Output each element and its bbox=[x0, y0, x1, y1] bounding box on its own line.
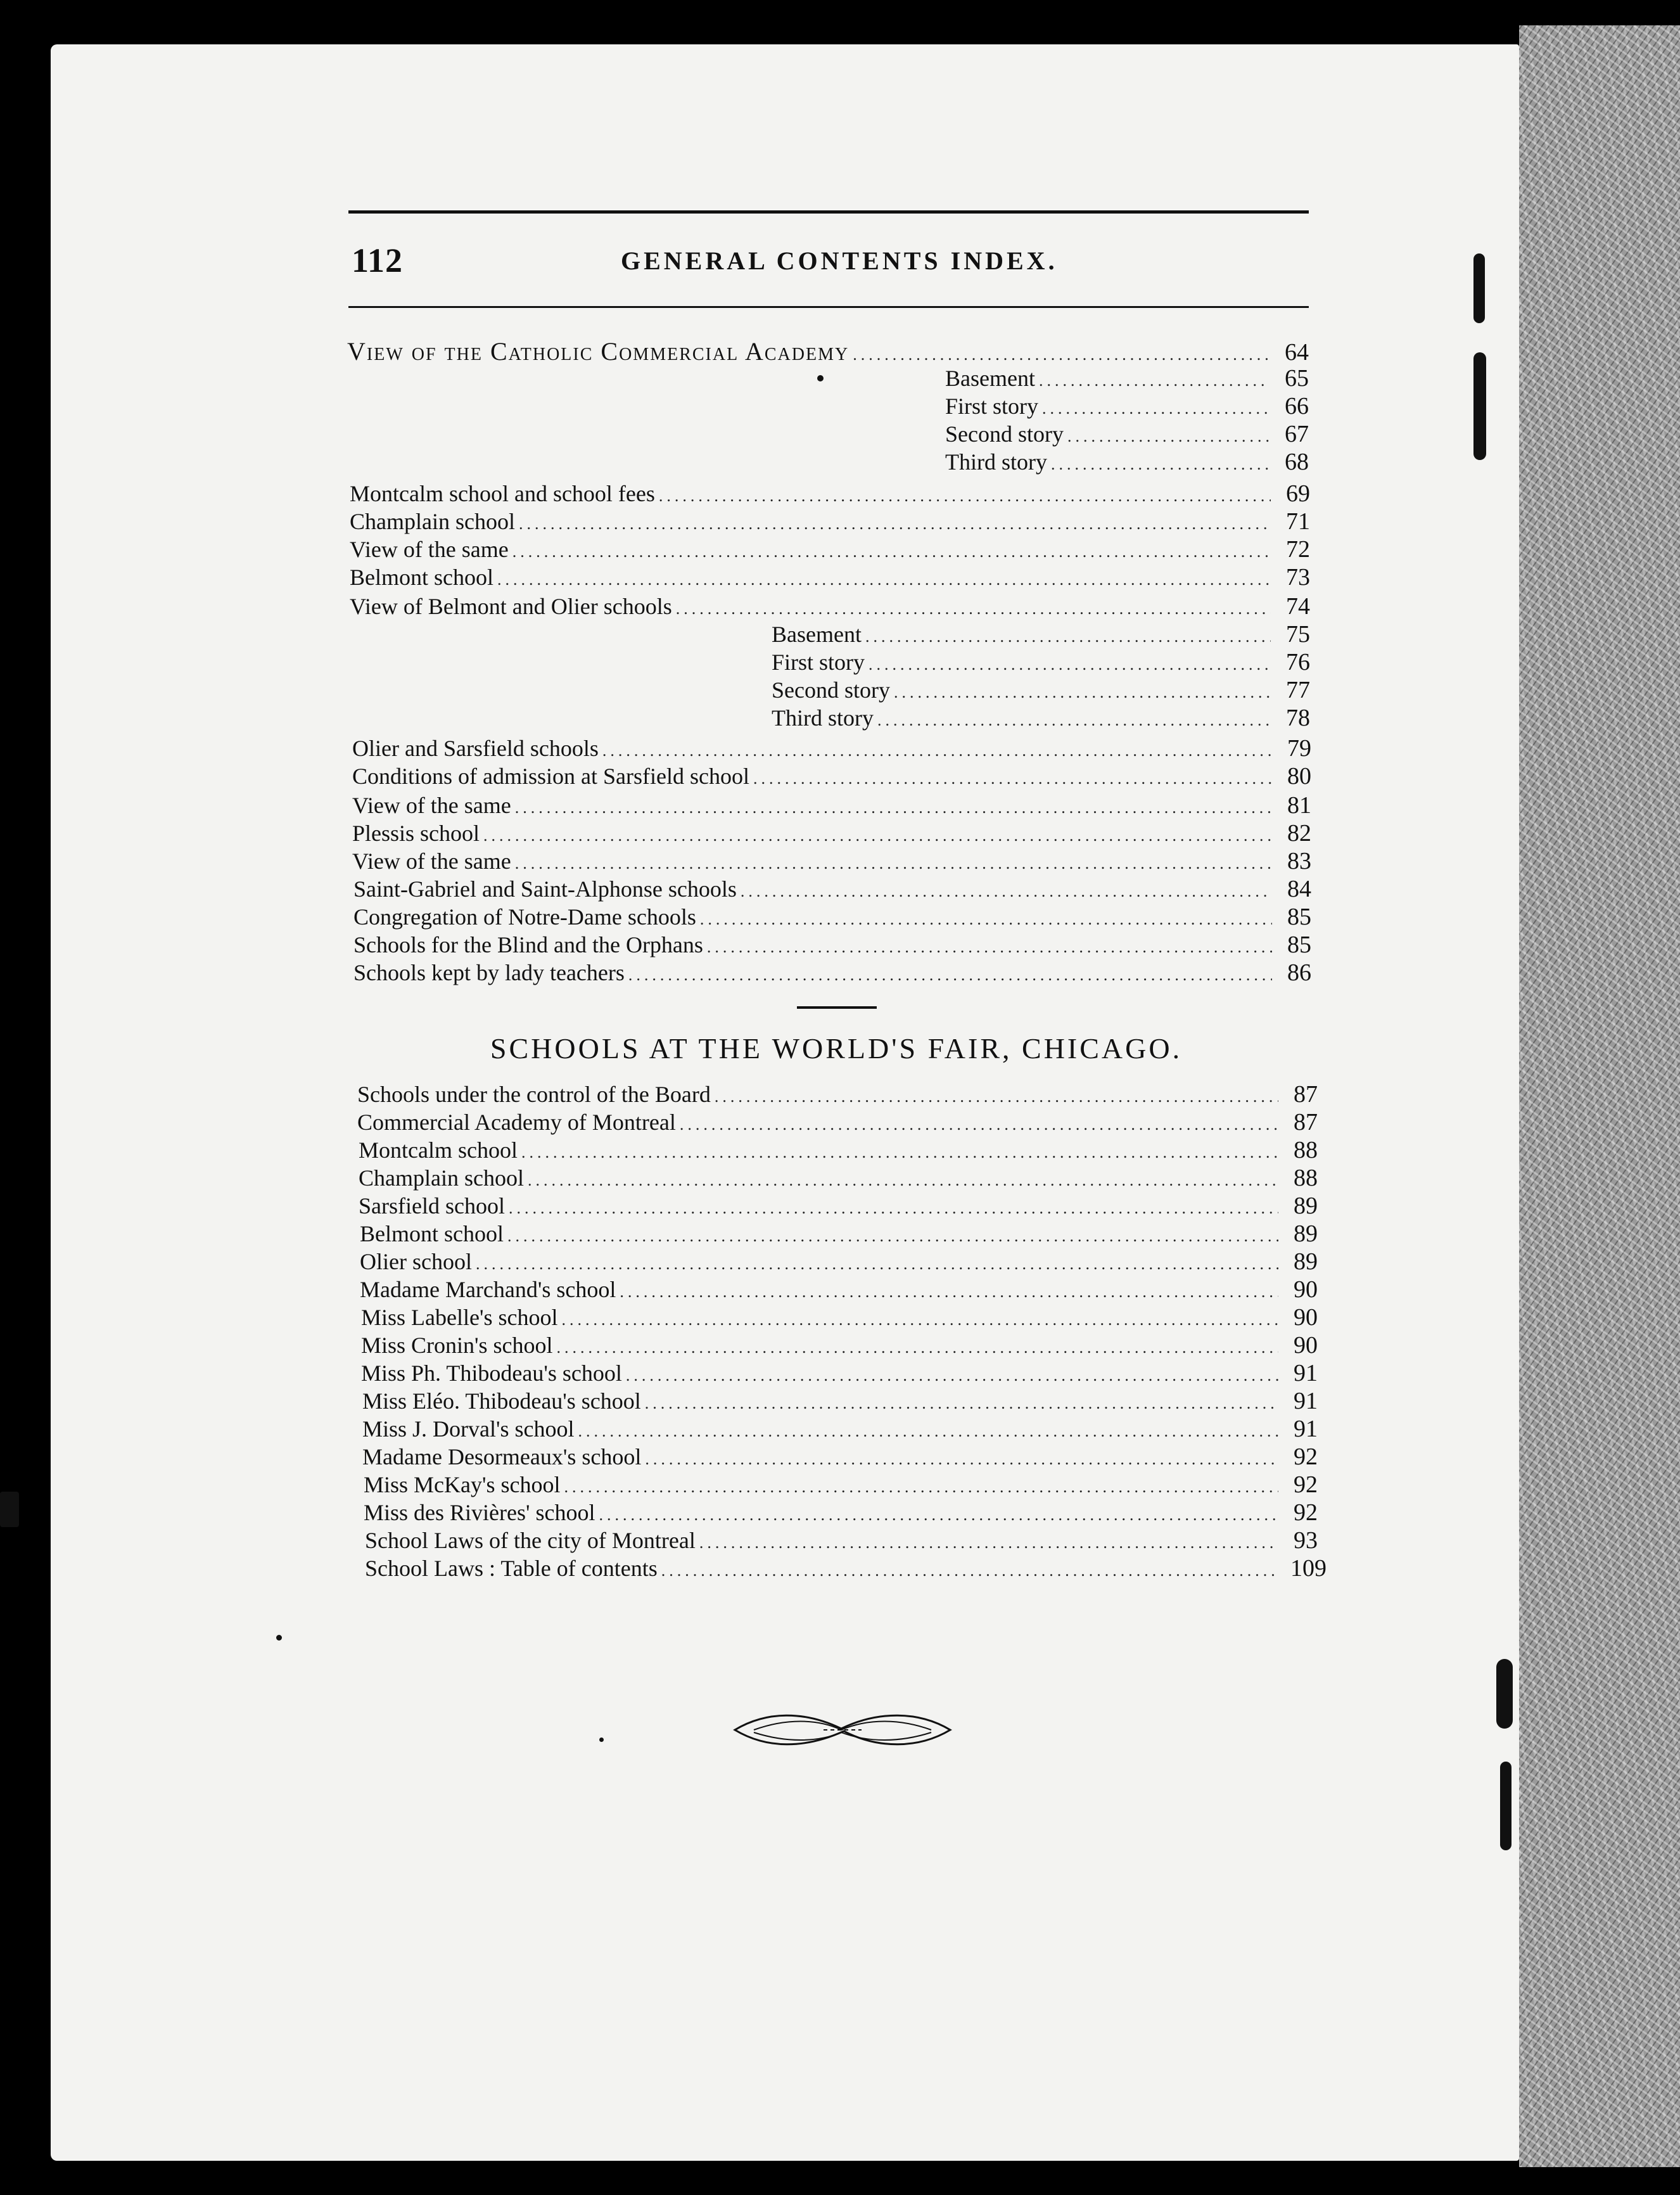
page-number: 112 bbox=[352, 241, 404, 279]
index-subentry bbox=[772, 705, 1310, 731]
entry-page: 66 bbox=[1285, 393, 1309, 419]
entry-page: 82 bbox=[1287, 820, 1311, 847]
leader-dots bbox=[557, 1334, 1278, 1361]
entry-label: Montcalm school bbox=[359, 1137, 518, 1163]
leader-dots bbox=[715, 1084, 1278, 1110]
leader-dots bbox=[661, 1558, 1278, 1584]
entry-label: Miss McKay's school bbox=[364, 1472, 561, 1497]
index-subentry bbox=[945, 393, 1309, 419]
entry-page: 72 bbox=[1286, 536, 1310, 563]
entry-label: Schools under the control of the Board bbox=[357, 1082, 711, 1107]
entry-label: School Laws : Table of contents bbox=[365, 1556, 658, 1581]
entry-page: 109 bbox=[1290, 1555, 1327, 1582]
index-entry bbox=[352, 848, 1311, 874]
index-entry bbox=[353, 931, 1311, 958]
leader-dots bbox=[528, 1167, 1278, 1194]
index-entry bbox=[361, 1304, 1318, 1331]
entry-label: Miss Cronin's school bbox=[361, 1333, 553, 1358]
entry-page: 74 bbox=[1286, 593, 1310, 620]
leader-dots bbox=[628, 962, 1272, 989]
entry-label: View of the same bbox=[352, 848, 511, 874]
entry-page: 88 bbox=[1294, 1165, 1318, 1191]
marbled-cover-board bbox=[1519, 25, 1680, 2167]
leader-dots bbox=[507, 1223, 1278, 1250]
leader-dots bbox=[599, 1502, 1278, 1528]
leader-dots bbox=[1042, 395, 1270, 422]
binding-hole bbox=[1496, 1659, 1513, 1729]
entry-page: 83 bbox=[1287, 848, 1311, 874]
leader-dots bbox=[564, 1474, 1278, 1501]
leader-dots bbox=[521, 1139, 1278, 1166]
entry-label: View of the same bbox=[350, 537, 509, 562]
leader-dots bbox=[1039, 368, 1270, 394]
entry-label: Miss J. Dorval's school bbox=[362, 1416, 575, 1442]
index-subentry bbox=[772, 677, 1310, 703]
entry-label: View of Belmont and Olier schools bbox=[350, 594, 672, 619]
entry-page: 84 bbox=[1287, 876, 1311, 902]
index-entry bbox=[360, 1220, 1318, 1247]
index-entry bbox=[350, 536, 1310, 563]
entry-page: 91 bbox=[1294, 1388, 1318, 1414]
index-entry bbox=[359, 1137, 1318, 1163]
index-entry bbox=[357, 1081, 1318, 1108]
leader-dots bbox=[620, 1279, 1278, 1305]
leader-dots bbox=[753, 765, 1272, 792]
entry-label: Plessis school bbox=[352, 821, 480, 846]
entry-label: Basement bbox=[945, 366, 1035, 391]
leader-dots bbox=[645, 1390, 1278, 1417]
entry-label: First story bbox=[772, 650, 865, 675]
entry-label: Sarsfield school bbox=[359, 1193, 505, 1219]
entry-label: Miss Labelle's school bbox=[361, 1305, 558, 1330]
index-entry bbox=[359, 1193, 1318, 1219]
entry-page: 90 bbox=[1294, 1304, 1318, 1331]
entry-page: 78 bbox=[1286, 705, 1310, 731]
leader-dots bbox=[659, 483, 1271, 509]
ink-speck bbox=[817, 375, 824, 381]
index-entry bbox=[353, 959, 1311, 986]
entry-page: 80 bbox=[1287, 763, 1311, 790]
index-entry bbox=[365, 1527, 1318, 1554]
entry-label: Champlain school bbox=[350, 509, 515, 534]
entry-label: Belmont school bbox=[350, 565, 493, 590]
leader-dots bbox=[626, 1362, 1278, 1389]
entry-page: 87 bbox=[1294, 1081, 1318, 1108]
leader-dots bbox=[602, 738, 1272, 764]
leader-dots bbox=[519, 511, 1271, 537]
index-entry bbox=[361, 1360, 1318, 1386]
entry-label: Miss Ph. Thibodeau's school bbox=[361, 1360, 622, 1386]
section-heading: SCHOOLS AT THE WORLD'S FAIR, CHICAGO. bbox=[490, 1032, 1183, 1065]
index-subentry bbox=[945, 365, 1309, 392]
header-rule-top bbox=[348, 210, 1309, 214]
entry-page: 86 bbox=[1287, 959, 1311, 986]
entry-label: Belmont school bbox=[360, 1221, 504, 1246]
index-subentry bbox=[772, 649, 1310, 675]
ink-speck bbox=[599, 1737, 604, 1742]
leader-dots bbox=[676, 596, 1271, 622]
leader-dots bbox=[741, 878, 1272, 905]
leader-dots bbox=[894, 679, 1271, 706]
entry-page: 89 bbox=[1294, 1248, 1318, 1275]
entry-page: 67 bbox=[1285, 421, 1309, 447]
entry-label: Miss des Rivières' school bbox=[364, 1500, 595, 1525]
entry-page: 65 bbox=[1285, 365, 1309, 392]
leader-dots bbox=[1067, 423, 1270, 450]
entry-page: 89 bbox=[1294, 1220, 1318, 1247]
binding-hole bbox=[1473, 352, 1486, 460]
entry-page: 77 bbox=[1286, 677, 1310, 703]
entry-page: 91 bbox=[1294, 1416, 1318, 1442]
entry-label: Montcalm school and school fees bbox=[350, 481, 655, 506]
entry-label: Basement bbox=[772, 622, 862, 647]
leader-dots bbox=[1051, 451, 1270, 478]
entry-page: 73 bbox=[1286, 564, 1310, 591]
entry-page: 81 bbox=[1287, 792, 1311, 819]
entry-label: Second story bbox=[772, 677, 890, 703]
entry-label: Saint-Gabriel and Saint-Alphonse schools bbox=[353, 876, 737, 902]
index-subentry bbox=[772, 621, 1310, 648]
leader-dots bbox=[512, 539, 1271, 565]
index-entry bbox=[360, 1248, 1318, 1275]
entry-page: 71 bbox=[1286, 508, 1310, 535]
leader-dots bbox=[645, 1446, 1278, 1473]
index-entry bbox=[365, 1555, 1327, 1582]
entry-page: 64 bbox=[1285, 339, 1309, 366]
entry-page: 87 bbox=[1294, 1109, 1318, 1136]
leader-dots bbox=[483, 822, 1272, 849]
index-entry bbox=[352, 735, 1311, 762]
leader-dots bbox=[865, 624, 1271, 650]
entry-page: 89 bbox=[1294, 1193, 1318, 1219]
entry-label: Commercial Academy of Montreal bbox=[357, 1110, 676, 1135]
binding-hole bbox=[1473, 253, 1485, 323]
index-entry bbox=[353, 904, 1311, 930]
entry-label: School Laws of the city of Montreal bbox=[365, 1528, 696, 1553]
leader-dots bbox=[476, 1251, 1278, 1277]
entry-page: 69 bbox=[1286, 480, 1310, 507]
entry-label: Third story bbox=[772, 705, 874, 731]
decorative-tailpiece bbox=[729, 1705, 957, 1755]
entry-label: Madame Marchand's school bbox=[360, 1277, 616, 1302]
leader-dots bbox=[680, 1111, 1278, 1138]
index-entry bbox=[350, 564, 1310, 591]
entry-label: Olier and Sarsfield schools bbox=[352, 736, 599, 761]
index-entry bbox=[364, 1471, 1318, 1498]
index-entry bbox=[361, 1332, 1318, 1359]
leader-dots bbox=[699, 1530, 1278, 1556]
entry-label: Congregation of Notre-Dame schools bbox=[353, 904, 696, 930]
index-entry bbox=[350, 480, 1310, 507]
entry-page: 68 bbox=[1285, 449, 1309, 475]
section-divider bbox=[797, 1006, 877, 1009]
index-entry bbox=[352, 792, 1311, 819]
index-entry bbox=[347, 338, 1309, 365]
entry-page: 88 bbox=[1294, 1137, 1318, 1163]
index-entry bbox=[362, 1388, 1318, 1414]
running-title: GENERAL CONTENTS INDEX. bbox=[621, 246, 1058, 275]
entry-label: Third story bbox=[945, 449, 1047, 475]
entry-page: 91 bbox=[1294, 1360, 1318, 1386]
entry-label: Madame Desormeaux's school bbox=[362, 1444, 642, 1469]
leader-dots bbox=[561, 1307, 1278, 1333]
leader-dots bbox=[700, 906, 1272, 933]
binding-hole bbox=[1500, 1762, 1511, 1850]
leader-dots bbox=[515, 850, 1272, 877]
entry-label: Olier school bbox=[360, 1249, 472, 1274]
index-entry bbox=[364, 1499, 1318, 1526]
index-entry bbox=[352, 763, 1311, 790]
leader-dots bbox=[853, 342, 1270, 368]
entry-page: 85 bbox=[1287, 931, 1311, 958]
entry-label: First story bbox=[945, 394, 1039, 419]
entry-page: 93 bbox=[1294, 1527, 1318, 1554]
leader-dots bbox=[515, 795, 1272, 821]
leader-dots bbox=[877, 707, 1271, 734]
index-entry bbox=[362, 1416, 1318, 1442]
edge-clip bbox=[0, 1492, 19, 1527]
leader-dots bbox=[509, 1195, 1278, 1222]
leader-dots bbox=[578, 1418, 1279, 1445]
entry-page: 85 bbox=[1287, 904, 1311, 930]
entry-page: 92 bbox=[1294, 1443, 1318, 1470]
entry-page: 76 bbox=[1286, 649, 1310, 675]
header-rule-bottom bbox=[348, 306, 1309, 308]
index-entry bbox=[350, 593, 1310, 620]
index-entry bbox=[352, 820, 1311, 847]
entry-label: Miss Eléo. Thibodeau's school bbox=[362, 1388, 641, 1414]
entry-label: View of the same bbox=[352, 793, 511, 818]
leader-dots bbox=[707, 934, 1272, 961]
index-entry bbox=[362, 1443, 1318, 1470]
leader-dots bbox=[497, 566, 1271, 593]
entry-label: Second story bbox=[945, 421, 1064, 447]
ink-speck bbox=[276, 1635, 282, 1641]
entry-page: 90 bbox=[1294, 1332, 1318, 1359]
index-subentry bbox=[945, 421, 1309, 447]
index-entry bbox=[359, 1165, 1318, 1191]
entry-label: Conditions of admission at Sarsfield school bbox=[352, 764, 749, 789]
entry-page: 92 bbox=[1294, 1471, 1318, 1498]
entry-label: Schools kept by lady teachers bbox=[353, 960, 625, 985]
index-entry bbox=[357, 1109, 1318, 1136]
entry-page: 92 bbox=[1294, 1499, 1318, 1526]
index-subentry bbox=[945, 449, 1309, 475]
entry-page: 90 bbox=[1294, 1276, 1318, 1303]
entry-page: 79 bbox=[1287, 735, 1311, 762]
entry-label: View of the Catholic Commercial Academy bbox=[347, 337, 850, 366]
leader-dots bbox=[869, 651, 1271, 678]
index-entry bbox=[360, 1276, 1318, 1303]
entry-label: Schools for the Blind and the Orphans bbox=[353, 932, 703, 957]
index-entry bbox=[350, 508, 1310, 535]
entry-page: 75 bbox=[1286, 621, 1310, 648]
entry-label: Champlain school bbox=[359, 1165, 524, 1191]
index-entry bbox=[353, 876, 1311, 902]
